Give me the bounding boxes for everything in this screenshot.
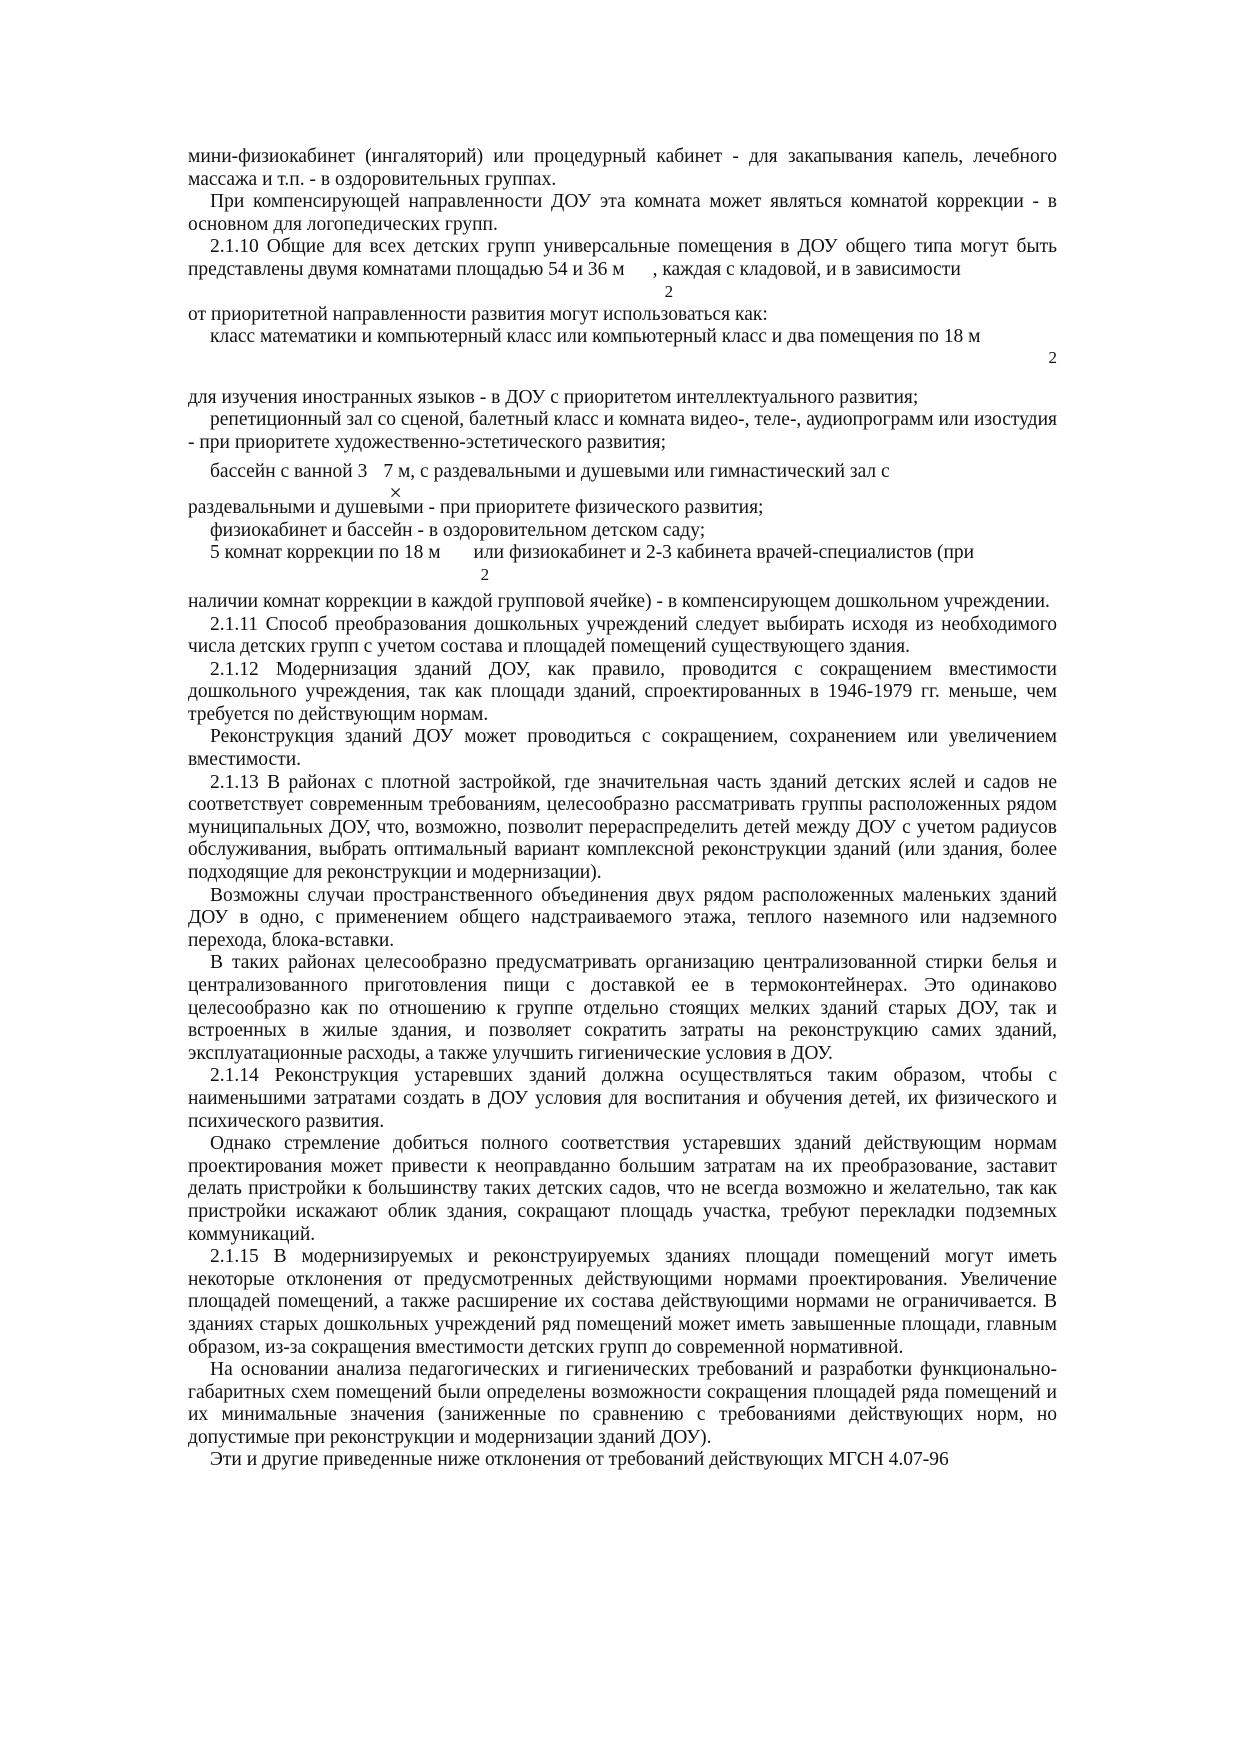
paragraph-2: При компенсирующей направленности ДОУ эта комната может являться комнатой коррекции - в основном для логопедических групп. [188, 191, 1057, 235]
paragraph-3 [188, 236, 1057, 301]
paragraph-11 [188, 542, 1057, 585]
square-meter-superscript [625, 274, 674, 301]
paragraph-13: 2.1.11 Способ преобразования дошкольных учреждений следует выбирать исходя из необходимого числа детских групп с учетом состава и площадей помещений существующего здания. [188, 613, 1057, 658]
exponent: 2 [664, 281, 674, 301]
paragraph-21: 2.1.15 В модернизируемых и реконструируемых зданиях площади помещений могут иметь некоторые отклонения от предусмотренных действующими нормами проектирования. Увеличение площадей помещений, а также расширение их состава действующими нормами не ограничивается. В зданиях старых дошкольных учреждений ряд помещений может иметь завышенные площади, главным образом, из-за сокращения вместимости детских групп до современной нормативной. [188, 1246, 1057, 1358]
spacer [188, 483, 1057, 497]
paragraph-10: физиокабинет и бассейн - в оздоровительном детском саду; [210, 519, 706, 541]
paragraph-1: мини-физиокабинет (ингаляторий) или процедурный кабинет - для закапывания капель, лечебного массажа и т.п. - в оздоровительных группах. [188, 146, 1057, 190]
multiplication-sign [367, 476, 402, 505]
paragraph-16: 2.1.13 В районах с плотной застройкой, где значительная часть зданий детских яслей и садов не соответствует современным требованиям, целесообразно рассматривать группы расположенных рядом муниципальных ДОУ, что, возможно, позволит перераспределить детей между ДОУ с учетом радиусов обслуживания, выбрать оптимальный вариант комплексной реконструкции зданий (или здания, более подходящие для реконструкции и модернизации). [188, 771, 1057, 884]
paragraph-11-tail: или физиокабинет и 2-3 кабинета врачей-специалистов (при [468, 542, 975, 564]
paragraph-4: от приоритетной направленности развития могут использоваться как: [188, 303, 768, 325]
paragraph-15: Реконструкция зданий ДОУ может проводиться с сокращением, сохранением или увеличением вместимости. [188, 726, 1057, 771]
paragraph-23: Эти и другие приведенные ниже отклонения от требований действующих МГСН 4.07-96 [210, 1449, 949, 1471]
paragraph-14: 2.1.12 Модернизация зданий ДОУ, как правило, проводится с сокращением вместимости дошкольного учреждения, так как площади зданий, спроектированных в 1946-1979 гг. меньше, чем требуется по действующим нормам. [188, 658, 1057, 725]
paragraph-8 [188, 460, 1057, 505]
square-meter-superscript-3 [441, 557, 490, 585]
paragraph-11-text: 5 комнат коррекции по 18 м [210, 542, 441, 564]
paragraph-20: Однако стремление добиться полного соответствия устаревших зданий действующим нормам проектирования может привести к неоправданно большим затратам на их преобразование, заставит делать пристройки к большинству таких детских садов, что не всегда возможно и желательно, так как пристройки искажают облик здания, сокращают площадь участка, требуют перекладки подземных коммуникаций. [188, 1133, 1057, 1245]
document-page [188, 146, 1057, 1472]
times-symbol: × [389, 479, 402, 505]
spacer [188, 565, 1057, 591]
paragraph-19: 2.1.14 Реконструкция устаревших зданий должна осуществляться таким образом, чтобы с наименьшими затратами создать в ДОУ условия для воспитания и обучения детей, их физического и психического развития. [188, 1065, 1057, 1132]
paragraph-5: класс математики и компьютерный класс или компьютерный класс и два помещения по 18 м [210, 326, 981, 348]
square-meter-superscript-2: 2 [1048, 347, 1057, 367]
paragraph-6: для изучения иностранных языков - в ДОУ с приоритетом интеллектуального развития; [188, 386, 919, 408]
paragraph-8-tail: 7 м, с раздевальными и душевыми или гимнастический зал с [383, 460, 890, 482]
paragraph-22: На основании анализа педагогических и гигиенических требований и разработки функционально-габаритных схем помещений были определены возможности сокращения площадей ряда помещений и их минимальные значения (заниженные по сравнению с требованиями действующих норм, но допустимые при реконструкции и модернизации зданий ДОУ). [188, 1359, 1057, 1448]
paragraph-3-tail: , каждая с кладовой, и в зависимости [652, 258, 961, 280]
paragraph-7: репетиционный зал со сценой, балетный класс и комната видео-, теле-, аудиопрограмм или изостудия - при приоритете художественно-эстетического развития; [188, 409, 1057, 453]
paragraph-9: раздевальными и душевыми - при приоритете физического развития; [188, 497, 764, 519]
paragraph-17: Возможны случаи пространственного объединения двух рядом расположенных маленьких зданий ДОУ в одно, с применением общего надстраиваемого этажа, теплого наземного или надземного перехода, блока-вставки. [188, 884, 1057, 951]
spacer [188, 369, 1057, 387]
paragraph-12: наличии комнат коррекции в каждой групповой ячейке) - в компенсирующем дошкольном учреждении. [188, 590, 1050, 612]
paragraph-18: В таких районах целесообразно предусматривать организацию централизованной стирки белья и централизованного приготовления пищи с доставкой ее в термоконтейнерах. Это одинаково целесообразно как по отношению к группе отдельно стоящих мелких зданий старых ДОУ, так и встроенных в жилые здания, и позволяет сократить затраты на реконструкцию самих зданий, эксплуатационные расходы, а также улучшить гигиенические условия в ДОУ. [188, 952, 1057, 1064]
spacer [188, 282, 1057, 304]
paragraph-3-text: 2.1.10 Общие для всех детских групп универсальные помещения в ДОУ общего типа могут быть представлены двумя комнатами площадью 54 и 36 м [188, 236, 1057, 280]
exponent: 2 [480, 565, 490, 585]
paragraph-8-text: бассейн с ванной 3 [210, 460, 368, 482]
